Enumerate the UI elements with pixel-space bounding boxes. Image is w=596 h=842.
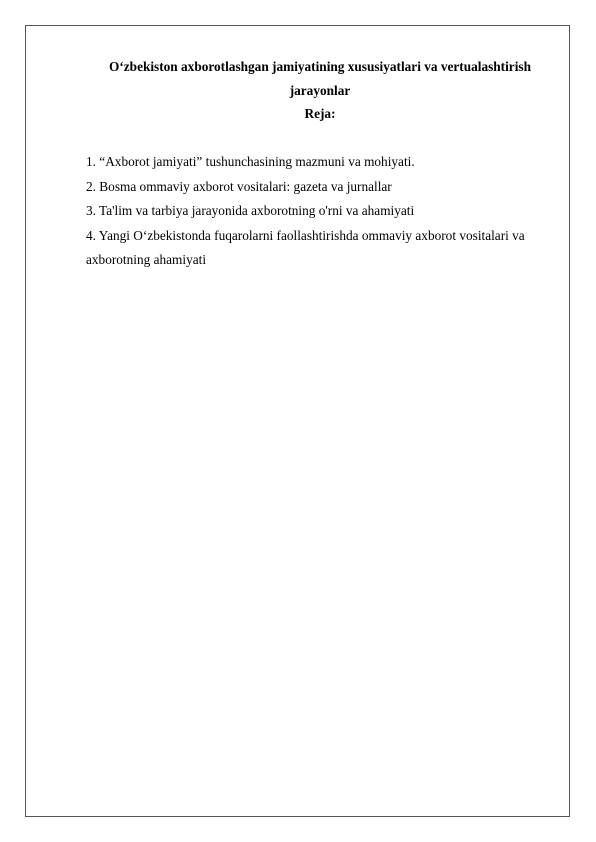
page-border <box>25 25 570 817</box>
plan-list <box>86 150 556 273</box>
document-title: O‘zbekiston axborotlashgan jamiyatining xususiyatlari va vertualashtirish jarayonlar <box>109 59 531 98</box>
plan-item: 3. Ta'lim va tarbiya jarayonida axborotning o'rni va ahamiyati <box>86 203 415 218</box>
plan-item: 4. Yangi O‘zbekistonda fuqarolarni faollashtirishda ommaviy axborot vositalari va axborotning ahamiyati <box>86 227 525 267</box>
plan-item: 2. Bosma ommaviy axborot vositalari: gazeta va jurnallar <box>86 178 392 194</box>
plan-heading: Reja: <box>304 106 336 121</box>
plan-item: 1. “Axborot jamiyati” tushunchasining mazmuni va mohiyati. <box>86 154 415 169</box>
